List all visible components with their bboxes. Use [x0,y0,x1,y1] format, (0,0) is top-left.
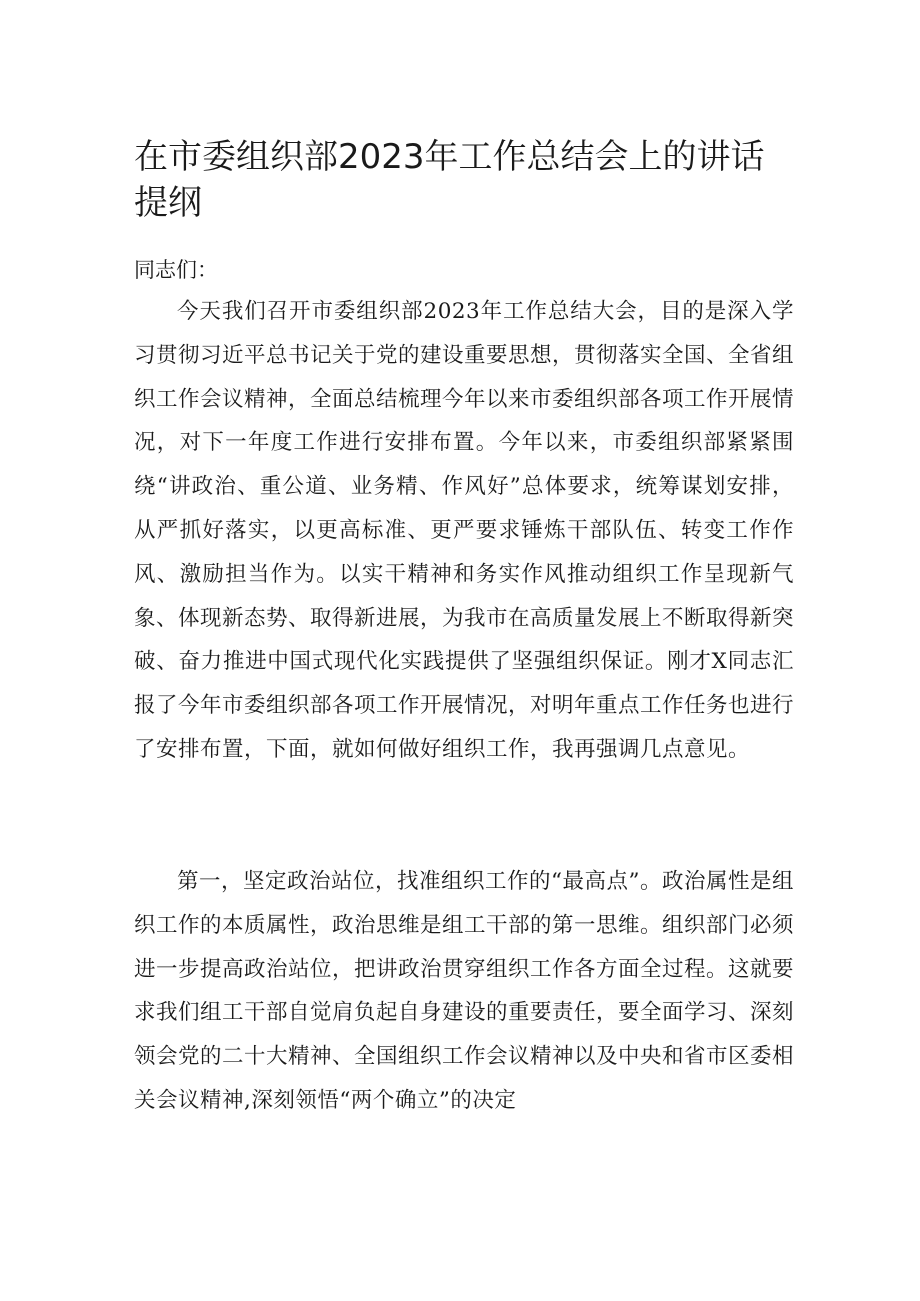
paragraph-1: 今天我们召开市委组织部2023年工作总结大会，目的是深入学习贯彻习近平总书记关于党的建设重要思想，贯彻落实全国、全省组织工作会议精神，全面总结梳理今年以来市委组织部各项工作开展情况，对下一年度工作进行安排布置。今年以来，市委组织部紧紧围绕“讲政治、重公道、业务精、作风好”总体要求，统筹谋划安排，从严抓好落实，以更高标准、更严要求锤炼干部队伍、转变工作作风、激励担当作为。以实干精神和务实作风推动组织工作呈现新气象、体现新态势、取得新进展，为我市在高质量发展上不断取得新突破、奋力推进中国式现代化实践提供了坚强组织保证。刚才X同志汇报了今年市委组织部各项工作开展情况，对明年重点工作任务也进行了安排布置，下面，就如何做好组织工作，我再强调几点意见。 [134,299,795,762]
document-title: 在市委组织部2023年工作总结会上的讲话提纲 [134,137,765,223]
salutation: 同志们： [134,258,218,282]
paragraph-2: 第一，坚定政治站位，找准组织工作的“最高点”。政治属性是组织工作的本质属性，政治思维是组工干部的第一思维。组织部门必须进一步提高政治站位，把讲政治贯穿组织工作各方面全过程。这就要求我们组工干部自觉肩负起自身建设的重要责任，要全面学习、深刻领会党的二十大精神、全国组织工作会议精神以及中央和省市区委相关会议精神,深刻领悟“两个确立”的决定 [134,869,795,1113]
